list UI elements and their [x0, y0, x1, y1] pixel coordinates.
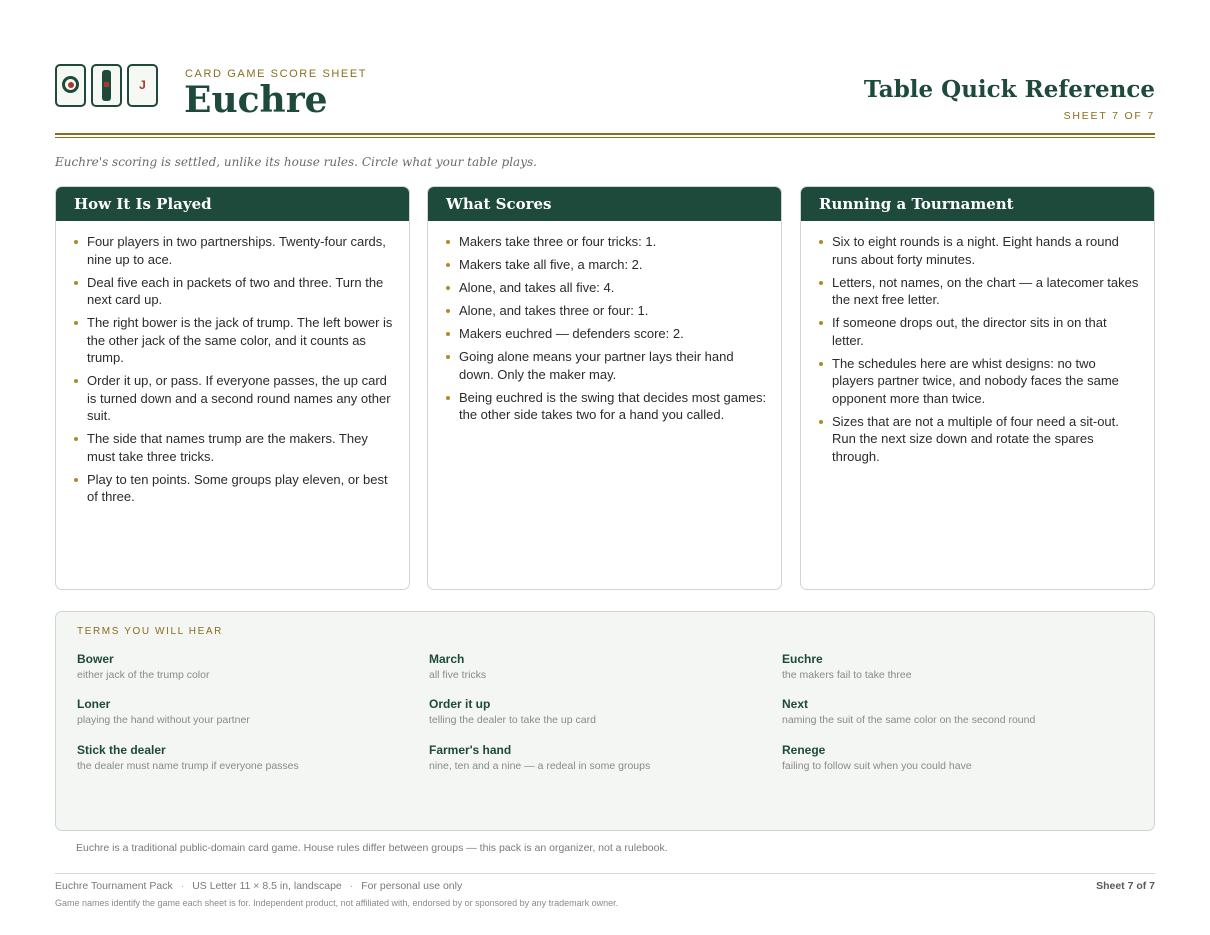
list-item: Makers euchred — defenders score: 2.: [459, 325, 767, 343]
list-item: Sizes that are not a multiple of four need a sit-out. Run the next size down and rotate the spares through.: [832, 413, 1140, 466]
list-item: Being euchred is the swing that decides most games: the other side takes two for a hand you called.: [459, 389, 767, 422]
header-kicker: CARD GAME SCORE SHEET: [185, 68, 368, 80]
term-definition: telling the dealer to take the up card: [429, 714, 596, 726]
sheet-number: SHEET 7 OF 7: [1063, 110, 1155, 122]
term-name: Next: [782, 697, 809, 711]
term-entry: [429, 743, 769, 774]
list-item: Four players in two partnerships. Twenty-four cards, nine up to ace.: [87, 233, 395, 268]
list-item: Six to eight rounds is a night. Eight hands a round runs about forty minutes.: [832, 233, 1140, 268]
page-header: [55, 62, 1155, 122]
term-entry: [782, 652, 1122, 683]
ring-card-icon: [55, 64, 86, 107]
list-item: Order it up, or pass. If everyone passes, the up card is turned down and a second round names any other suit.: [87, 372, 395, 425]
footer-use: For personal use only: [361, 880, 463, 892]
list-item: Alone, and takes all five: 4.: [459, 279, 767, 297]
score-sheet-page: [55, 0, 1155, 935]
panel-title: How It Is Played: [56, 187, 409, 221]
panel-title: What Scores: [428, 187, 781, 221]
panel-title: Running a Tournament: [801, 187, 1154, 221]
term-definition: all five tricks: [429, 669, 487, 681]
bar-card-icon: [91, 64, 122, 107]
page-title: Euchre: [184, 79, 328, 121]
term-definition: playing the hand without your partner: [77, 714, 250, 726]
terms-glossary: [55, 611, 1155, 831]
list-item: Makers take all five, a march: 2.: [459, 256, 767, 274]
term-entry: [782, 697, 1122, 728]
term-entry: [429, 652, 769, 683]
term-name: Order it up: [429, 697, 491, 711]
panel-running-a-tournament: [800, 186, 1155, 590]
term-name: Bower: [77, 652, 114, 666]
tagline: Euchre's scoring is settled, unlike its house rules. Circle what your table plays.: [55, 155, 537, 169]
term-definition: nine, ten and a nine — a redeal in some groups: [429, 760, 651, 772]
list-item: Play to ten points. Some groups play eleven, or best of three.: [87, 471, 395, 506]
rule-list: [801, 221, 1154, 465]
list-item: Going alone means your partner lays their hand down. Only the maker may.: [459, 348, 767, 383]
list-item: The right bower is the jack of trump. The left bower is the other jack of the same color, and it counts as trump.: [87, 314, 395, 367]
footer-info: [55, 880, 462, 892]
list-item: Deal five each in packets of two and three. Turn the next card up.: [87, 274, 395, 309]
header-rule: [55, 133, 1155, 135]
term-definition: failing to follow suit when you could have: [782, 760, 972, 772]
trademark-note: Game names identify the game each sheet is for. Independent product, not affiliated with, endorsed by or sponsored by any trademark owner.: [55, 898, 619, 908]
term-name: Renege: [782, 743, 826, 757]
term-name: Stick the dealer: [77, 743, 166, 757]
footer-sheet: Sheet 7 of 7: [1096, 880, 1155, 892]
term-definition: either jack of the trump color: [77, 669, 210, 681]
list-item: The side that names trump are the makers. They must take three tricks.: [87, 430, 395, 465]
term-name: March: [429, 652, 465, 666]
panel-what-scores: [427, 186, 782, 590]
header-rule-thin: [55, 137, 1155, 138]
term-entry: [782, 743, 1122, 774]
footer-separator: ·: [180, 880, 185, 892]
list-item: The schedules here are whist designs: no two players partner twice, and nobody faces the same opponent more than twice.: [832, 355, 1140, 408]
footer-separator: ·: [349, 880, 354, 892]
list-item: Makers take three or four tricks: 1.: [459, 233, 767, 251]
list-item: Alone, and takes three or four: 1.: [459, 302, 767, 320]
term-name: Loner: [77, 697, 111, 711]
term-definition: naming the suit of the same color on the second round: [782, 714, 1036, 726]
footer-rule: [55, 873, 1155, 874]
jack-card-icon: J: [127, 64, 158, 107]
disclaimer: Euchre is a traditional public-domain card game. House rules differ between groups — this pack is an organizer, not a rulebook.: [76, 842, 668, 854]
term-entry: [77, 743, 417, 774]
logo: [55, 64, 158, 107]
term-name: Euchre: [782, 652, 823, 666]
list-item: If someone drops out, the director sits in on that letter.: [832, 314, 1140, 349]
term-entry: [77, 652, 417, 683]
term-definition: the makers fail to take three: [782, 669, 912, 681]
reference-title: Table Quick Reference: [863, 76, 1155, 103]
term-entry: [77, 697, 417, 728]
term-name: Farmer's hand: [429, 743, 512, 757]
term-definition: the dealer must name trump if everyone passes: [77, 760, 299, 772]
footer-pack: Euchre Tournament Pack: [55, 880, 173, 892]
footer-paper: US Letter 11 × 8.5 in, landscape: [192, 880, 342, 892]
panel-how-it-is-played: [55, 186, 410, 590]
rule-list: [56, 221, 409, 506]
terms-label: TERMS YOU WILL HEAR: [77, 626, 223, 637]
term-entry: [429, 697, 769, 728]
rule-list: [428, 221, 781, 424]
list-item: Letters, not names, on the chart — a latecomer takes the next free letter.: [832, 274, 1139, 307]
